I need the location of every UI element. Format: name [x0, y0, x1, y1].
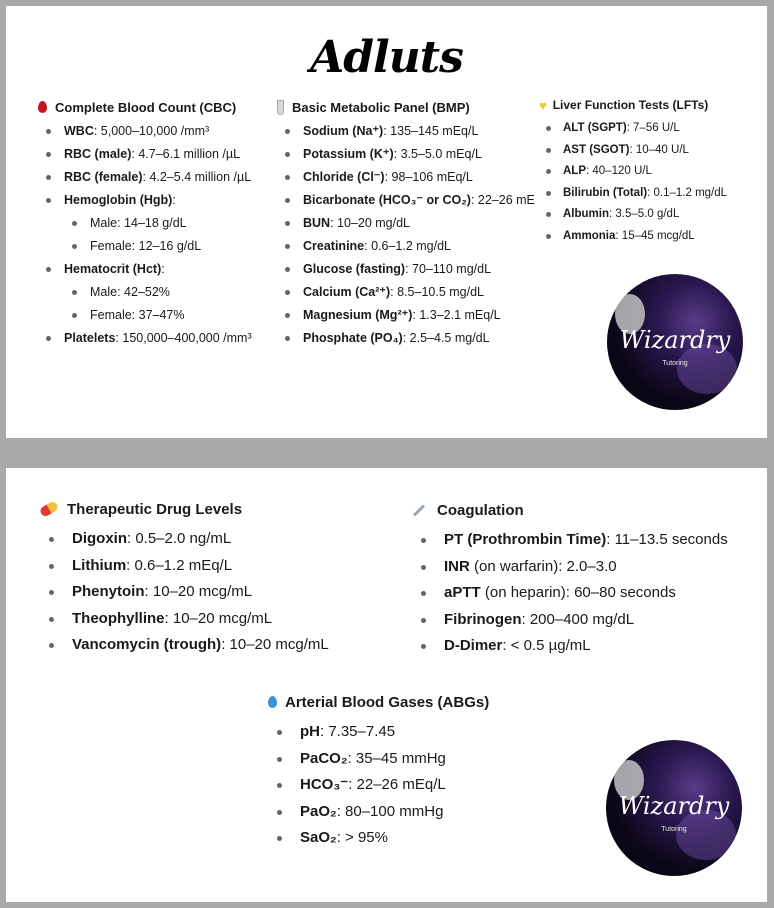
list-item: aPTT (on heparin): 60–80 seconds — [412, 580, 728, 607]
list-item: D-Dimer: < 0.5 µg/mL — [412, 633, 728, 660]
list-item: Hematocrit (Hct): — [38, 258, 252, 281]
logo-text: Wizardry — [618, 792, 730, 820]
list-item: Digoxin: 0.5–2.0 ng/mL — [40, 526, 329, 553]
list-item: INR (on warfarin): 2.0–3.0 — [412, 554, 728, 581]
card-bottom — [6, 468, 767, 902]
list-item: WBC: 5,000–10,000 /mm³ — [38, 120, 252, 143]
list-item: ALT (SGPT): 7–56 U/L — [539, 118, 727, 140]
list-item: Albumin: 3.5–5.0 g/dL — [539, 204, 727, 226]
coag-section — [412, 499, 728, 660]
drugs-heading: Therapeutic Drug Levels — [40, 498, 329, 520]
lft-heading: ♥ Liver Function Tests (LFTs) — [539, 97, 709, 113]
list-item: Calcium (Ca²⁺): 8.5–10.5 mg/dL — [277, 281, 535, 304]
drugs-section — [40, 498, 329, 659]
list-item: RBC (female): 4.2–5.4 million /µL — [38, 166, 252, 189]
wizardry-logo-bottom — [606, 740, 742, 876]
logo-text: Wizardry — [619, 326, 731, 354]
list-item: Potassium (K⁺): 3.5–5.0 mEq/L — [277, 143, 535, 166]
list-item: Bicarbonate (HCO₃⁻ or CO₂): 22–26 mE — [277, 189, 535, 212]
list-item: pH: 7.35–7.45 — [268, 719, 489, 746]
list-item: Theophylline: 10–20 mcg/mL — [40, 606, 329, 633]
list-item: PaO₂: 80–100 mmHg — [268, 799, 489, 826]
cbc-section — [38, 98, 252, 350]
pill-icon — [39, 500, 60, 518]
list-item: Phosphate (PO₄): 2.5–4.5 mg/dL — [277, 327, 535, 350]
list-item: PT (Prothrombin Time): 11–13.5 seconds — [412, 527, 728, 554]
list-item: Phenytoin: 10–20 mcg/mL — [40, 579, 329, 606]
lft-section — [539, 96, 727, 247]
list-item: Fibrinogen: 200–400 mg/dL — [412, 607, 728, 634]
bmp-section — [277, 98, 535, 350]
list-item: Chloride (Cl⁻): 98–106 mEq/L — [277, 166, 535, 189]
list-item: HCO₃⁻: 22–26 mEq/L — [268, 772, 489, 799]
list-item: PaCO₂: 35–45 mmHg — [268, 746, 489, 773]
list-item: Platelets: 150,000–400,000 /mm³ — [38, 327, 252, 350]
list-item: Creatinine: 0.6–1.2 mg/dL — [277, 235, 535, 258]
list-item: Vancomycin (trough): 10–20 mcg/mL — [40, 632, 329, 659]
list-item: AST (SGOT): 10–40 U/L — [539, 140, 727, 162]
bmp-heading: Basic Metabolic Panel (BMP) — [277, 98, 535, 116]
list-subitem: Male: 14–18 g/dL — [38, 212, 252, 235]
list-item: Ammonia: 15–45 mcg/dL — [539, 226, 727, 248]
yellow-heart-icon: ♥ — [539, 97, 547, 113]
test-tube-icon — [277, 100, 284, 115]
logo-tagline: Tutoring — [661, 826, 687, 833]
blood-drop-icon — [38, 101, 47, 113]
coag-heading: Coagulation — [412, 499, 728, 521]
list-item: Bilirubin (Total): 0.1–1.2 mg/dL — [539, 183, 727, 205]
abg-section — [268, 691, 489, 852]
cbc-heading: Complete Blood Count (CBC) — [38, 98, 252, 116]
list-item: Glucose (fasting): 70–110 mg/dL — [277, 258, 535, 281]
list-item: SaO₂: > 95% — [268, 825, 489, 852]
list-item: Sodium (Na⁺): 135–145 mEq/L — [277, 120, 535, 143]
list-item: Hemoglobin (Hgb): — [38, 189, 252, 212]
wizardry-logo — [607, 274, 743, 410]
page-title: Adluts — [310, 32, 463, 83]
list-item: Lithium: 0.6–1.2 mEq/L — [40, 553, 329, 580]
card-top — [6, 6, 767, 438]
list-subitem: Female: 37–47% — [38, 304, 252, 327]
list-item: RBC (male): 4.7–6.1 million /µL — [38, 143, 252, 166]
abg-heading: Arterial Blood Gases (ABGs) — [268, 691, 489, 713]
logo-tagline: Tutoring — [662, 360, 688, 367]
list-subitem: Male: 42–52% — [38, 281, 252, 304]
list-item: ALP: 40–120 U/L — [539, 161, 727, 183]
water-drop-icon — [268, 696, 277, 708]
syringe-icon — [413, 504, 425, 516]
list-item: BUN: 10–20 mg/dL — [277, 212, 535, 235]
list-subitem: Female: 12–16 g/dL — [38, 235, 252, 258]
list-item: Magnesium (Mg²⁺): 1.3–2.1 mEq/L — [277, 304, 535, 327]
